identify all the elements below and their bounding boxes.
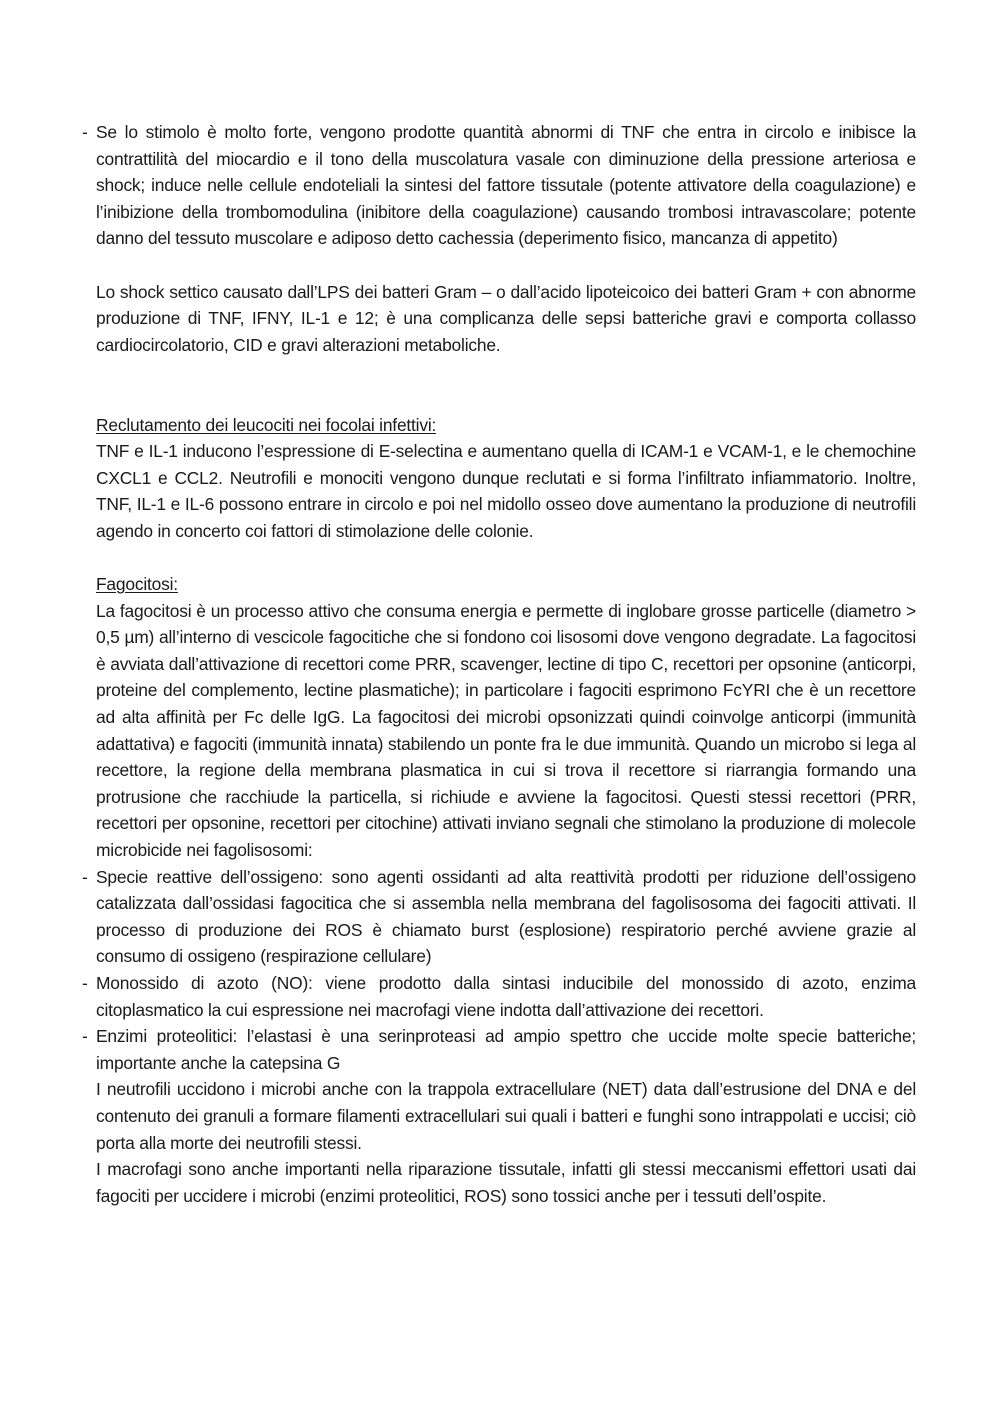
- list-item-tnf-effects: [82, 119, 916, 252]
- list-item-text: Specie reattive dell’ossigeno: sono agenti ossidanti ad alta reattività prodotti per riduzione dell’ossigeno catalizzata dall’ossidasi fagocitica che si assembla nella membrana del fagolisosoma dei fagociti attivati. Il processo di produzione dei ROS è chiamato burst (esplosione) respiratorio perché avviene grazie al consumo di ossigeno (respirazione cellulare): [96, 866, 916, 967]
- list-item-text: Monossido di azoto (NO): viene prodotto dalla sintasi inducibile del monossido di azoto, enzima citoplasmatico la cui espressione nei macrofagi viene indotta dall’attivazione dei recettori.: [96, 973, 916, 1020]
- document-body: [82, 119, 916, 1209]
- bullet-dash: -: [82, 973, 88, 993]
- section-heading-recruitment: Reclutamento dei leucociti nei focolai infettivi:: [96, 414, 437, 435]
- bullet-dash: -: [82, 122, 88, 142]
- spacer: [96, 358, 916, 411]
- list-item-no: [82, 970, 916, 1023]
- net-paragraph: I neutrofili uccidono i microbi anche con la trappola extracellulare (NET) data dall’estrusione del DNA e del contenuto dei granuli a formare filamenti extracellulari sui quali i batteri e funghi sono intrappolati e uccisi; ciò porta alla morte dei neutrofili stessi.: [96, 1079, 916, 1153]
- bullet-dash: -: [82, 1026, 88, 1047]
- phagocytosis-paragraph: La fagocitosi è un processo attivo che consuma energia e permette di inglobare grosse particelle (diametro > 0,5 µm) all’interno di vescicole fagocitiche che si fondono coi lisosomi dove vengono degradate. La fagocitosi è avviata dall’attivazione di recettori come PRR, scavenger, lectine di tipo C, recettori per opsonine (anticorpi, proteine del complemento, lectine plasmatiche); in particolare i fagociti esprimono FcYRI che è un recettore ad alta affinità per Fc delle IgG. La fagocitosi dei microbi opsonizzati quindi coinvolge anticorpi (immunità adattativa) e fagociti (immunità innata) stabilendo un ponte fra le due immunità. Quando un microbo si lega al recettore, la regione della membrana plasmatica in cui si trova il recettore si riarrangia formando una protrusione che racchiude la particella, si richiude e avviene la fagocitosi. Questi stessi recettori (PRR, recettori per opsonine, recettori per citochine) attivati inviano segnali che stimolano la produzione di molecole microbicide nei fagolisosomi:: [96, 600, 916, 861]
- septic-shock-paragraph: Lo shock settico causato dall’LPS dei batteri Gram – o dall’acido lipoteicoico dei batteri Gram + con abnorme produzione di TNF, IFNY, IL-1 e 12; è una complicanza delle sepsi batteriche gravi e comporta collasso cardiocircolatorio, CID e gravi alterazioni metaboliche.: [96, 281, 916, 355]
- spacer: [96, 252, 916, 279]
- section-heading-phagocytosis: Fagocitosi:: [96, 574, 178, 595]
- list-item-ros: [82, 864, 916, 970]
- list-item-text: Enzimi proteolitici: l’elastasi è una serinproteasi ad ampio spettro che uccide molte specie batteriche; importante anche la catepsina G: [96, 1026, 916, 1073]
- macrophages-paragraph: I macrofagi sono anche importanti nella riparazione tissutale, infatti gli stessi meccanismi effettori usati dai fagociti per uccidere i microbi (enzimi proteolitici, ROS) sono tossici anche per i tessuti dell’ospite.: [96, 1159, 916, 1206]
- spacer: [96, 545, 916, 572]
- list-item-proteolytic-enzymes: [82, 1023, 916, 1076]
- bullet-dash: -: [82, 866, 88, 887]
- tnf-effects-text: Se lo stimolo è molto forte, vengono prodotte quantità abnormi di TNF che entra in circolo e inibisce la contrattilità del miocardio e il tono della muscolatura vasale con diminuzione della pressione arteriosa e shock; induce nelle cellule endoteliali la sintesi del fattore tissutale (potente attivatore della coagulazione) e l’inibizione della trombomodulina (inibitore della coagulazione) causando trombosi intravascolare; potente danno del tessuto muscolare e adiposo detto cachessia (deperimento fisico, mancanza di appetito): [96, 122, 916, 249]
- recruitment-paragraph: TNF e IL-1 inducono l’espressione di E-selectina e aumentano quella di ICAM-1 e VCAM-1, e le chemochine CXCL1 e CCL2. Neutrofili e monociti vengono dunque reclutati e si forma l’infiltrato infiammatorio. Inoltre, TNF, IL-1 e IL-6 possono entrare in circolo e poi nel midollo osseo dove aumentano la produzione di neutrofili agendo in concerto coi fattori di stimolazione delle colonie.: [96, 441, 916, 541]
